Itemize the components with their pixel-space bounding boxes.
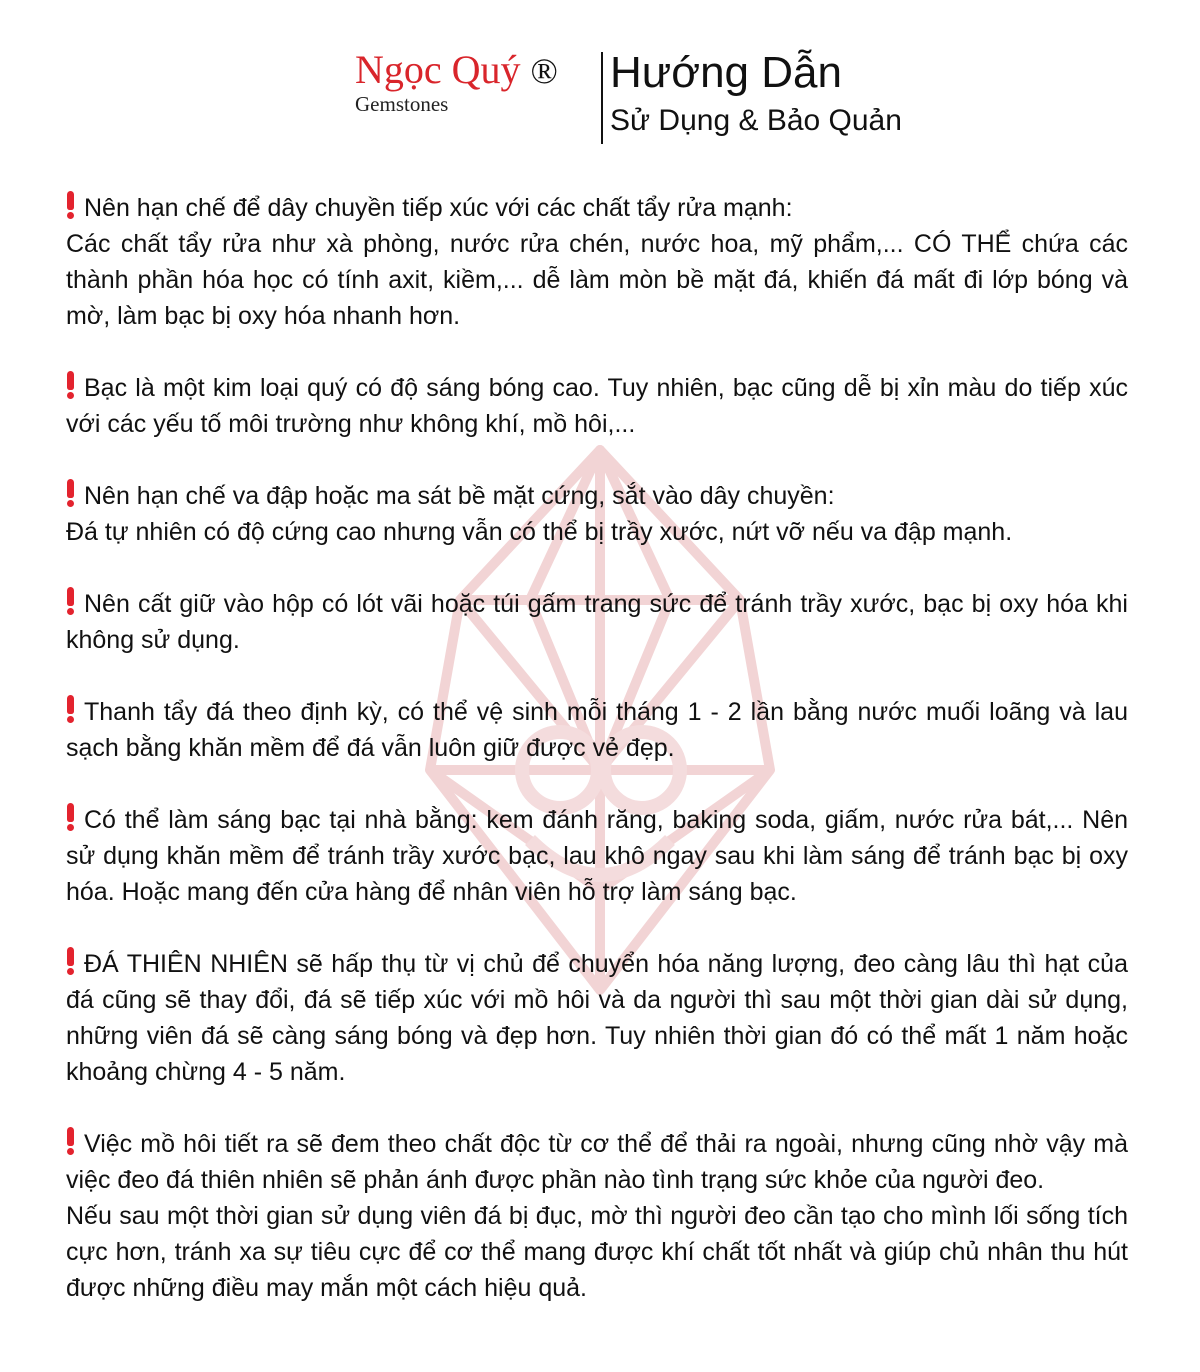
paragraph-line: Thanh tẩy đá theo định kỳ, có thể vệ sinh mỗi tháng 1 - 2 lần bằng nước muối loãng và lau sạch bằng khăn mềm để đá vẫn luôn giữ được vẻ đẹp. [66,698,1128,762]
paragraph-line: Bạc là một kim loại quý có độ sáng bóng cao. Tuy nhiên, bạc cũng dễ bị xỉn màu do tiếp xúc với các yếu tố môi trường như không khí, mồ hôi,... [66,374,1128,438]
paragraph-line: Đá tự nhiên có độ cứng cao nhưng vẫn có thể bị trầy xước, nứt vỡ nếu va đập mạnh. [66,518,1013,546]
instruction-paragraph [66,370,1128,442]
title-block [610,46,902,140]
exclamation-icon [66,947,74,975]
exclamation-icon [66,479,74,507]
exclamation-icon [66,191,74,219]
brand-logo [355,48,558,117]
exclamation-icon [66,803,74,831]
exclamation-icon [66,695,74,723]
paragraph-line: Nếu sau một thời gian sử dụng viên đá bị đục, mờ thì người đeo cần tạo cho mình lối sống tích cực hơn, tránh xa sự tiêu cực để cơ thể mang được khí chất tốt nhất và giúp chủ nhân thu hút được những điều may mắn một cách hiệu quả. [66,1202,1128,1302]
instruction-paragraph [66,946,1128,1090]
paragraph-line: Các chất tẩy rửa như xà phòng, nước rửa chén, nước hoa, mỹ phẩm,... CÓ THỂ chứa các thành phần hóa học có tính axit, kiềm,... dễ làm mòn bề mặt đá, khiến đá mất đi lớp bóng và mờ, làm bạc bị oxy hóa nhanh hơn. [66,230,1128,330]
brand-subtitle: Gemstones [355,92,449,116]
paragraph-line: ĐÁ THIÊN NHIÊN sẽ hấp thụ từ vị chủ để chuyển hóa năng lượng, đeo càng lâu thì hạt của đá cũng sẽ thay đổi, đá sẽ tiếp xúc với mồ hôi và da người thì sau một thời gian dài sử dụng, những viên đá sẽ càng sáng bóng và đẹp hơn. Tuy nhiên thời gian đó có thể mất 1 năm hoặc khoảng chừng 4 - 5 năm. [66,950,1128,1086]
instruction-paragraph [66,694,1128,766]
exclamation-icon [66,587,74,615]
instruction-paragraph [66,1126,1128,1306]
instructions-content [66,190,1128,1342]
page-subtitle: Sử Dụng & Bảo Quản [610,104,902,137]
paragraph-line: Có thể làm sáng bạc tại nhà bằng: kem đánh răng, baking soda, giấm, nước rửa bát,... Nên sử dụng khăn mềm để tránh trầy xước bạc, lau khô ngay sau khi làm sáng để tránh bạc bị oxy hóa. Hoặc mang đến cửa hàng để nhân viên hỗ trợ làm sáng bạc. [66,806,1128,906]
instruction-paragraph [66,190,1128,334]
paragraph-line: Nên cất giữ vào hộp có lót vãi hoặc túi gấm trang sức để tránh trầy xước, bạc bị oxy hóa khi không sử dụng. [66,590,1128,654]
paragraph-line: Nên hạn chế để dây chuyền tiếp xúc với các chất tẩy rửa mạnh: [84,194,793,222]
exclamation-icon [66,371,74,399]
header-divider [601,52,603,144]
instruction-paragraph [66,586,1128,658]
paragraph-line: Việc mồ hôi tiết ra sẽ đem theo chất độc từ cơ thể để thải ra ngoài, nhưng cũng nhờ vậy mà việc đeo đá thiên nhiên sẽ phản ánh được phần nào tình trạng sức khỏe của người đeo. [66,1130,1128,1194]
paragraph-line: Nên hạn chế va đập hoặc ma sát bề mặt cứng, sắt vào dây chuyền: [84,482,835,510]
instruction-paragraph [66,802,1128,910]
page-title: Hướng Dẫn [610,48,842,97]
instruction-paragraph [66,478,1128,550]
header [0,0,1200,150]
exclamation-icon [66,1127,74,1155]
brand-name: Ngọc Quý [355,47,521,92]
registered-mark: ® [530,51,558,91]
